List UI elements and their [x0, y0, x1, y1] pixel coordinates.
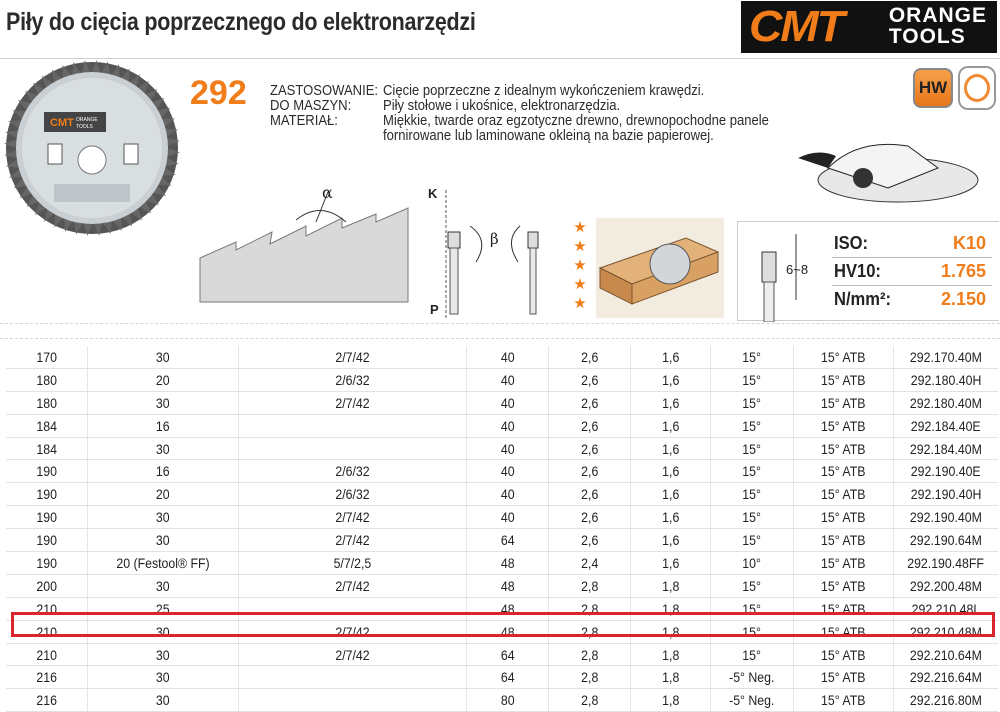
cmt-logo	[741, 1, 997, 53]
table-cell: -5° Neg.	[711, 666, 794, 689]
table-cell: 2,6	[549, 368, 631, 391]
table-cell: 2/7/42	[238, 529, 466, 552]
table-cell: 2/6/32	[238, 368, 466, 391]
table-cell: 184	[6, 437, 88, 460]
table-cell: 15° ATB	[793, 620, 893, 643]
table-cell: 48	[466, 620, 548, 643]
table-cell: 48	[466, 552, 548, 575]
table-cell: 292.216.80M	[894, 689, 998, 712]
table-cell: 292.200.48M	[894, 574, 998, 597]
table-cell: 20 (Festool® FF)	[88, 552, 238, 575]
table-cell: 30	[88, 643, 238, 666]
svg-text:TOOLS: TOOLS	[76, 124, 93, 130]
table-cell: 15°	[711, 437, 794, 460]
table-cell: 15° ATB	[793, 483, 893, 506]
table-cell: 30	[88, 620, 238, 643]
p-label: P	[430, 302, 439, 317]
table-cell: 2,4	[549, 552, 631, 575]
table-cell: 2/7/42	[238, 620, 466, 643]
table-cell: 15°	[711, 483, 794, 506]
table-cell: 2,6	[549, 414, 631, 437]
table-cell: 2,8	[549, 689, 631, 712]
table-cell: 15° ATB	[793, 552, 893, 575]
table-cell: 40	[466, 460, 548, 483]
kerf-label: 6~8	[786, 262, 809, 277]
table-cell: 1,6	[631, 529, 711, 552]
table-row	[6, 483, 998, 506]
table-cell: 40	[466, 368, 548, 391]
table-cell: 1,6	[631, 483, 711, 506]
table-cell: 2,6	[549, 460, 631, 483]
table-cell: 2/7/42	[238, 346, 466, 368]
k-label: K	[428, 186, 438, 201]
table-cell: 2,6	[549, 346, 631, 368]
star-icon: ★	[573, 219, 587, 236]
table-cell: 30	[88, 666, 238, 689]
beta-label: β	[490, 230, 499, 248]
table-cell: 25	[88, 597, 238, 620]
table-cell: 15° ATB	[793, 414, 893, 437]
table-cell: 40	[466, 437, 548, 460]
table-cell: 292.184.40E	[894, 414, 998, 437]
table-cell: 15°	[711, 368, 794, 391]
table-cell: 2,6	[549, 506, 631, 529]
table-cell: 190	[6, 460, 88, 483]
table-cell: 216	[6, 689, 88, 712]
table-cell: 30	[88, 437, 238, 460]
header-divider	[0, 58, 1000, 59]
table-cell: 292.184.40M	[894, 437, 998, 460]
table-cell: 170	[6, 346, 88, 368]
table-row	[6, 574, 998, 597]
table-row	[6, 666, 998, 689]
table-cell: 30	[88, 506, 238, 529]
star-icon: ★	[573, 238, 587, 255]
table-cell: 292.210.64M	[894, 643, 998, 666]
table-cell: 15°	[711, 460, 794, 483]
divider	[0, 338, 1000, 340]
table-row	[6, 414, 998, 437]
star-icon: ★	[573, 276, 587, 293]
table-cell: 16	[88, 414, 238, 437]
table-cell: 180	[6, 391, 88, 414]
table-cell: 292.210.48M	[894, 620, 998, 643]
svg-text:CMT: CMT	[50, 117, 74, 129]
table-cell: 15° ATB	[793, 597, 893, 620]
table-cell: 210	[6, 620, 88, 643]
table-cell: 15°	[711, 346, 794, 368]
table-cell: 15°	[711, 529, 794, 552]
table-cell: 2/7/42	[238, 506, 466, 529]
table-cell: 40	[466, 506, 548, 529]
table-cell: 1,8	[631, 597, 711, 620]
logo-cmt-text: CMT	[749, 2, 843, 51]
table-row	[6, 437, 998, 460]
hardness-table: ISO: K10 HV10: 1.765 N/mm²: 2.150	[832, 230, 992, 313]
table-cell: 15° ATB	[793, 666, 893, 689]
table-cell: 15° ATB	[793, 437, 893, 460]
table-cell: 15° ATB	[793, 368, 893, 391]
kerf-diagram	[752, 228, 812, 322]
table-cell: 80	[466, 689, 548, 712]
saw-blade-image	[4, 60, 180, 236]
table-cell: 180	[6, 368, 88, 391]
table-cell: 1,8	[631, 666, 711, 689]
table-cell: 1,8	[631, 643, 711, 666]
table-cell: 64	[466, 666, 548, 689]
spec-table	[6, 346, 998, 712]
table-cell: 15°	[711, 574, 794, 597]
table-cell: 1,6	[631, 437, 711, 460]
hw-badge: HW	[913, 68, 953, 108]
table-cell: 2/7/42	[238, 391, 466, 414]
table-cell: 190	[6, 529, 88, 552]
table-cell: 15° ATB	[793, 460, 893, 483]
table-row	[6, 368, 998, 391]
table-cell: 20	[88, 483, 238, 506]
table-cell: 1,6	[631, 414, 711, 437]
table-cell: 15°	[711, 597, 794, 620]
table-cell: 190	[6, 483, 88, 506]
table-cell: 2,8	[549, 597, 631, 620]
table-cell: 16	[88, 460, 238, 483]
table-cell: 15° ATB	[793, 574, 893, 597]
svg-text:ORANGE: ORANGE	[76, 117, 98, 123]
table-cell: 2/6/32	[238, 483, 466, 506]
table-cell: 1,6	[631, 460, 711, 483]
table-cell: 1,8	[631, 620, 711, 643]
table-cell: 200	[6, 574, 88, 597]
table-cell: 210	[6, 597, 88, 620]
table-cell: 48	[466, 574, 548, 597]
table-row	[6, 689, 998, 712]
table-cell: 15°	[711, 414, 794, 437]
table-cell: 15° ATB	[793, 643, 893, 666]
table-row	[6, 460, 998, 483]
table-cell: 2,8	[549, 666, 631, 689]
table-cell: -5° Neg.	[711, 689, 794, 712]
table-row	[6, 391, 998, 414]
table-cell: 1,8	[631, 689, 711, 712]
page-title: Piły do cięcia poprzecznego do elektronarzędzi	[6, 8, 476, 36]
table-cell: 292.180.40M	[894, 391, 998, 414]
table-cell: 1,6	[631, 552, 711, 575]
table-cell: 2,6	[549, 529, 631, 552]
certification-icon	[958, 66, 996, 110]
table-cell: 10°	[711, 552, 794, 575]
table-cell: 2,8	[549, 620, 631, 643]
table-cell: 40	[466, 483, 548, 506]
table-cell: 2/7/42	[238, 643, 466, 666]
table-row	[6, 346, 998, 368]
table-cell: 20	[88, 368, 238, 391]
wood-cutting-icon	[596, 218, 724, 318]
table-row	[6, 552, 998, 575]
divider	[0, 323, 1000, 325]
table-cell: 5/7/2,5	[238, 552, 466, 575]
table-cell: 2/7/42	[238, 574, 466, 597]
logo-orange-tools: ORANGE TOOLS	[888, 4, 987, 48]
table-cell: 216	[6, 666, 88, 689]
tooth-angle-diagram	[196, 180, 432, 306]
table-cell: 15°	[711, 620, 794, 643]
table-cell: 2,6	[549, 391, 631, 414]
table-cell: 1,6	[631, 506, 711, 529]
table-cell: 40	[466, 391, 548, 414]
table-cell: 30	[88, 391, 238, 414]
table-cell: 15°	[711, 643, 794, 666]
tooth-profile-diagram	[418, 186, 558, 320]
table-cell: 64	[466, 529, 548, 552]
table-cell: 64	[466, 643, 548, 666]
table-cell: 1,6	[631, 346, 711, 368]
table-cell: 210	[6, 643, 88, 666]
table-cell: 292.210.48L	[894, 597, 998, 620]
table-cell: 1,6	[631, 391, 711, 414]
table-row	[6, 529, 998, 552]
table-cell: 1,8	[631, 574, 711, 597]
table-cell: 30	[88, 529, 238, 552]
star-icon: ★	[573, 295, 587, 312]
table-row	[6, 643, 998, 666]
table-cell: 292.190.40E	[894, 460, 998, 483]
table-cell: 2,8	[549, 574, 631, 597]
table-cell: 292.190.40M	[894, 506, 998, 529]
table-cell: 15° ATB	[793, 689, 893, 712]
table-cell: 184	[6, 414, 88, 437]
table-cell: 2/6/32	[238, 460, 466, 483]
circular-saw-icon	[788, 128, 988, 213]
table-cell: 48	[466, 597, 548, 620]
table-cell: 30	[88, 574, 238, 597]
table-row	[6, 506, 998, 529]
alpha-label: α	[322, 183, 333, 202]
table-cell: 190	[6, 506, 88, 529]
table-cell: 30	[88, 346, 238, 368]
table-cell: 292.190.64M	[894, 529, 998, 552]
table-cell: 1,6	[631, 368, 711, 391]
table-cell: 15°	[711, 391, 794, 414]
table-cell: 40	[466, 346, 548, 368]
table-cell: 292.170.40M	[894, 346, 998, 368]
table-cell: 30	[88, 689, 238, 712]
table-cell: 40	[466, 414, 548, 437]
table-cell: 292.190.48FF	[894, 552, 998, 575]
table-cell: 15° ATB	[793, 529, 893, 552]
table-cell: 292.190.40H	[894, 483, 998, 506]
table-cell: 292.216.64M	[894, 666, 998, 689]
table-cell	[238, 437, 466, 460]
table-cell: 15° ATB	[793, 506, 893, 529]
table-cell	[238, 666, 466, 689]
selected-row-highlight	[11, 612, 995, 637]
table-cell: 292.180.40H	[894, 368, 998, 391]
rating-stars	[568, 218, 592, 318]
table-cell: 2,6	[549, 483, 631, 506]
table-cell: 15° ATB	[793, 391, 893, 414]
table-cell: 190	[6, 552, 88, 575]
table-cell	[238, 689, 466, 712]
table-cell: 2,6	[549, 437, 631, 460]
table-cell: 2,8	[549, 643, 631, 666]
table-cell: 15° ATB	[793, 346, 893, 368]
star-icon: ★	[573, 257, 587, 274]
table-cell: 15°	[711, 506, 794, 529]
table-cell	[238, 414, 466, 437]
product-code: 292	[190, 74, 247, 112]
